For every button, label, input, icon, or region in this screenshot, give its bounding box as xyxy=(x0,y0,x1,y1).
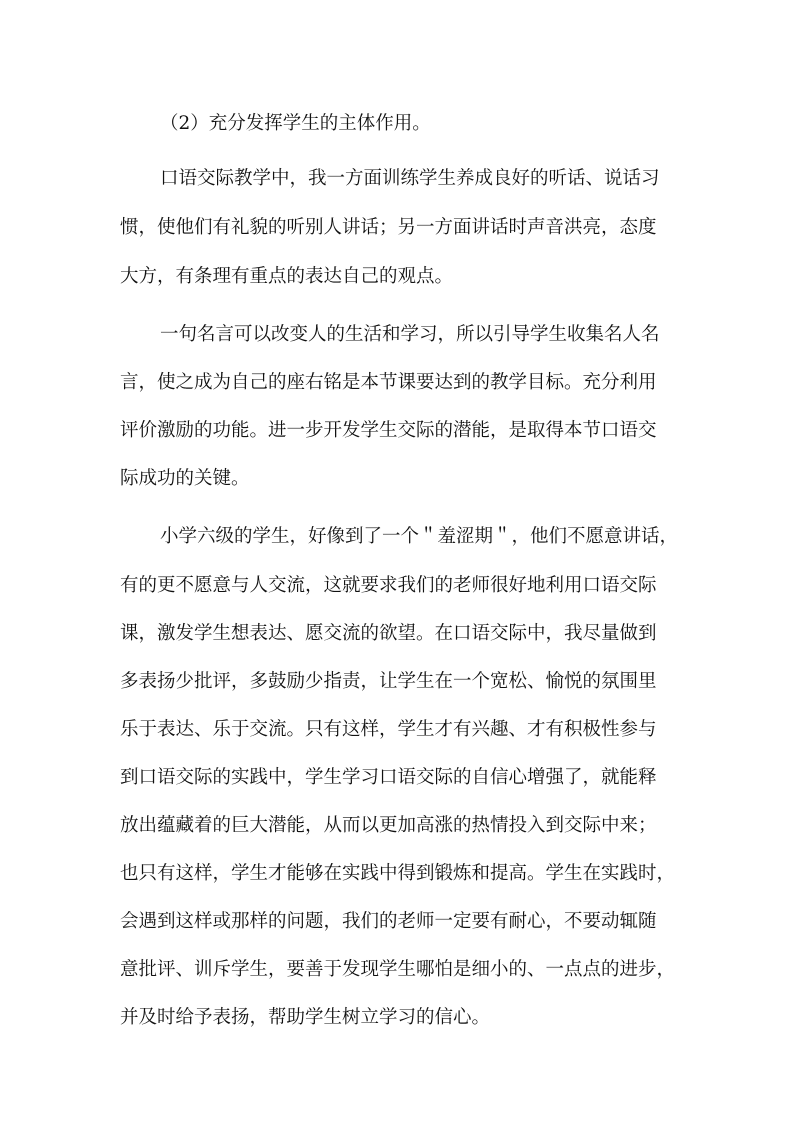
paragraph-2-line-1: 一句名言可以改变人的生活和学习，所以引导学生收集名人名 xyxy=(160,324,660,345)
paragraph-2-line-2: 言，使之成为自己的座右铭是本节课要达到的教学目标。充分利用 xyxy=(120,372,657,393)
paragraph-1-line-1: 口语交际教学中，我一方面训练学生养成良好的听话、说话习 xyxy=(160,168,660,189)
paragraph-3-line-11: 并及时给予表扬，帮助学生树立学习的信心。 xyxy=(120,1007,491,1028)
paragraph-1-line-2: 惯，使他们有礼貌的听别人讲话；另一方面讲话时声音洪亮，态度 xyxy=(120,217,657,238)
paragraph-3-line-10: 意批评、训斥学生，要善于发现学生哪怕是细小的、一点点的进步， xyxy=(120,959,676,980)
paragraph-3-line-8: 也只有这样，学生才能够在实践中得到锻炼和提高。学生在实践时， xyxy=(120,863,676,884)
paragraph-3-line-2: 有的更不愿意与人交流，这就要求我们的老师很好地利用口语交际 xyxy=(120,575,657,596)
paragraph-3-line-3: 课，激发学生想表达、愿交流的欲望。在口语交际中，我尽量做到 xyxy=(120,623,657,644)
paragraph-1-line-3: 大方，有条理有重点的表达自己的观点。 xyxy=(120,266,454,287)
paragraph-2-line-4: 际成功的关键。 xyxy=(120,468,250,489)
paragraph-3-line-9: 会遇到这样或那样的问题，我们的老师一定要有耐心，不要动辄随 xyxy=(120,911,657,932)
paragraph-3-line-6: 到口语交际的实践中，学生学习口语交际的自信心增强了，就能释 xyxy=(120,767,657,788)
paragraph-2-line-3: 评价激励的功能。进一步开发学生交际的潜能，是取得本节口语交 xyxy=(120,420,657,441)
paragraph-3-line-1: 小学六级的学生，好像到了一个＂羞涩期＂，他们不愿意讲话， xyxy=(160,526,679,547)
section-heading: （2）充分发挥学生的主体作用。 xyxy=(160,113,431,134)
paragraph-3-line-5: 乐于表达、乐于交流。只有这样，学生才有兴趣、才有积极性参与 xyxy=(120,719,657,740)
paragraph-3-line-4: 多表扬少批评，多鼓励少指责，让学生在一个宽松、愉悦的氛围里 xyxy=(120,671,657,692)
paragraph-3-line-7: 放出蕴藏着的巨大潜能，从而以更加高涨的热情投入到交际中来； xyxy=(120,815,657,836)
